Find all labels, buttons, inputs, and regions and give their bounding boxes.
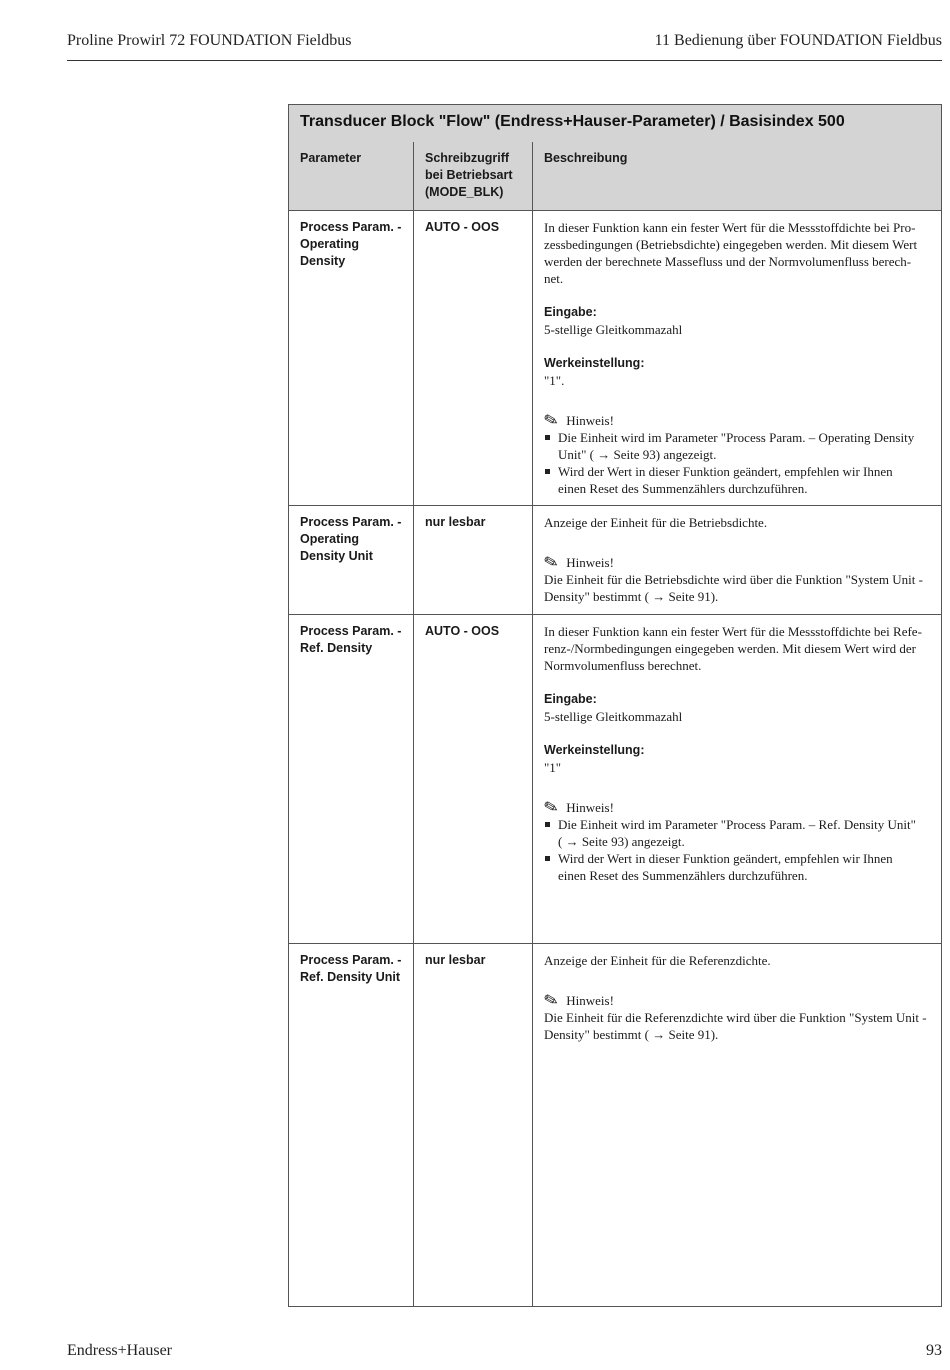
footer-brand: Endress+Hauser: [67, 1342, 172, 1359]
default-value: "1".: [544, 373, 565, 388]
list-item: Wird der Wert in dieser Funktion geändert, empfehlen wir Ihnen einen Reset des Summenzählers durchzuführen.: [544, 463, 934, 497]
write-access: AUTO - OOS: [425, 220, 500, 234]
write-access: nur lesbar: [425, 953, 486, 967]
note-list: [544, 816, 934, 884]
note-heading: ✎ Hinweis!: [541, 409, 614, 432]
table-row: [289, 943, 941, 1306]
input-label: Eingabe:: [544, 692, 597, 706]
list-item: Wird der Wert in dieser Funktion geändert, empfehlen wir Ihnen einen Reset des Summenzählers durchzuführen.: [544, 850, 934, 884]
parameter-name: Process Param. - Ref. Density Unit: [300, 953, 402, 984]
column-header-access: Schreibzugriff bei Betriebsart (MODE_BLK): [425, 151, 513, 199]
default-label: Werkeinstellung:: [544, 356, 645, 370]
note-heading: ✎ Hinweis!: [541, 551, 614, 574]
description: In dieser Funktion kann ein fester Wert für die Messstoffdichte bei Pro- zessbedingungen (Betriebsdichte) eingegeben werden. Mit diesem Wert werden der berechnete Massefluss und der Normvolumenfluss berech- net. Eingabe: 5-stellige Gleitkommazahl Werkeinstellung: "1". ✎ Hinweis! Die Einheit wird im Parameter "Process Param. – Operating Density Unit" ( → Seite 93) angezeigt. Wird der Wert in dieser Funktion geändert, empfehlen wir Ihnen einen Reset des Summenzählers durchzuführen.: [544, 219, 934, 497]
parameter-table: [288, 104, 942, 1307]
description: Anzeige der Einheit für die Betriebsdichte. ✎ Hinweis! Die Einheit für die Betriebsdichte wird über die Funktion "System Unit - Density" bestimmt ( → Seite 91).: [544, 514, 934, 605]
parameter-name: Process Param. - Ref. Density: [300, 624, 402, 655]
pencil-icon: ✎: [541, 409, 561, 432]
parameter-name: Process Param. - Operating Density: [300, 220, 402, 268]
input-value: 5-stellige Gleitkommazahl: [544, 322, 683, 337]
table-header: [289, 105, 941, 211]
note-heading: ✎ Hinweis!: [541, 796, 614, 819]
description: In dieser Funktion kann ein fester Wert für die Messstoffdichte bei Refe- renz-/Normbedingungen eingegeben werden. Mit diesem Wert wird der Normvolumenfluss berechnet. Eingabe: 5-stellige Gleitkommazahl Werkeinstellung: "1" ✎ Hinweis! Die Einheit wird im Parameter "Process Param. – Ref. Density Unit" ( → Seite 93) angezeigt. Wird der Wert in dieser Funktion geändert, empfehlen wir Ihnen einen Reset des Summenzählers durchzuführen.: [544, 623, 934, 884]
running-header-left: Proline Prowirl 72 FOUNDATION Fieldbus: [67, 32, 352, 49]
table-title: Transducer Block "Flow" (Endress+Hauser-Parameter) / Basisindex 500: [300, 113, 845, 130]
input-label: Eingabe:: [544, 305, 597, 319]
running-header-right: 11 Bedienung über FOUNDATION Fieldbus: [654, 32, 942, 49]
table-row: [289, 614, 941, 944]
table-row: [289, 505, 941, 615]
header-rule: [67, 60, 942, 61]
note-heading: ✎ Hinweis!: [541, 989, 614, 1012]
default-value: "1": [544, 760, 562, 775]
page-number: 93: [926, 1342, 942, 1359]
write-access: AUTO - OOS: [425, 624, 500, 638]
pencil-icon: ✎: [541, 989, 561, 1012]
list-item: Die Einheit wird im Parameter "Process Param. – Ref. Density Unit" ( → Seite 93) angezeigt.: [544, 816, 934, 850]
pencil-icon: ✎: [541, 796, 561, 819]
description: Anzeige der Einheit für die Referenzdichte. ✎ Hinweis! Die Einheit für die Referenzdichte wird über die Funktion "System Unit - Density" bestimmt ( → Seite 91).: [544, 952, 934, 1043]
table-row: [289, 210, 941, 506]
parameter-name: Process Param. - Operating Density Unit: [300, 515, 402, 563]
note-list: [544, 429, 934, 497]
default-label: Werkeinstellung:: [544, 743, 645, 757]
column-header-parameter: Parameter: [300, 151, 362, 165]
input-value: 5-stellige Gleitkommazahl: [544, 709, 683, 724]
list-item: Die Einheit wird im Parameter "Process Param. – Operating Density Unit" ( → Seite 93) angezeigt.: [544, 429, 934, 463]
write-access: nur lesbar: [425, 515, 486, 529]
pencil-icon: ✎: [541, 551, 561, 574]
column-header-description: Beschreibung: [544, 151, 628, 165]
